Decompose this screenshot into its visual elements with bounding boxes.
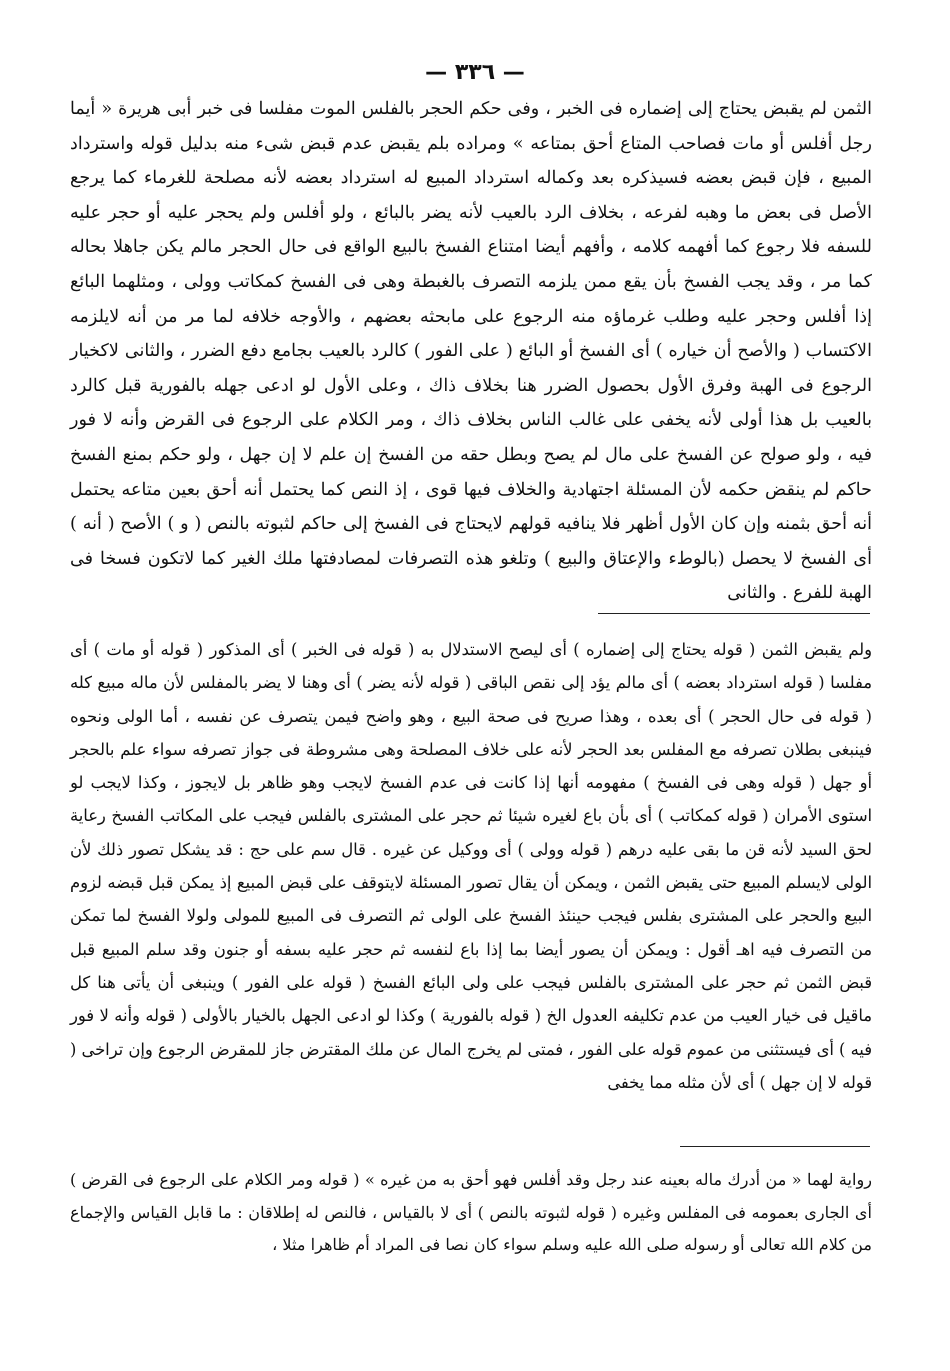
main-text-block: [70, 92, 872, 611]
second-footnote-divider: [680, 1146, 870, 1147]
second-commentary-block: [70, 1164, 872, 1262]
second-commentary-paragraph: رواية لهما « من أدرك ماله بعينه عند رجل وقد أفلس فهو أحق به من غيره » ( قوله ومر الكلام على الرجوع فى القرض ) أى الجارى بعمومه فى المفلس وغيره ( قوله لثبوته بالنص ) أى لا بالقياس ، فالنص له إطلاقان : ما قابل القياس والإجماع من كلام الله تعالى أو رسوله صلى الله عليه وسلم سواء كان نصا فى المراد أم ظاهرا مثلا ،: [70, 1170, 872, 1254]
commentary-paragraph: ولم يقبض الثمن ( قوله يحتاج إلى إضماره ) أى ليصح الاستدلال به ( قوله فى الخبر ) أى المذكور ( قوله أو مات ) أى مفلسا ( قوله استرداد بعضه ) أى مالم يؤد إلى نقص الباقى ( قوله لأنه يضر ) أى وهنا لا يضر بالمفلس لأن ماله مبيع كله ( قوله فى حال الحجر ) أى بعده ، وهذا صريح فى صحة البيع ، وهو واضح فيمن يتصرف عن نفسه ، أما الولى ونحوه فينبغى بطلان تصرفه مع المفلس بعد الحجر لأنه على خلاف المصلحة وهى مشروطة فى جواز تصرفه سواء علم بالحجر أو جهل ( قوله وهى فى الفسخ ) مفهومه أنها إذا كانت فى عدم الفسخ لايجب وهو ظاهر بل لايجوز ، وكذا لايجب لو استوى الأمران ( قوله كمكاتب ) أى بأن باع لغيره شيئا ثم حجر على المشترى بالفلس فيجب على المكاتب الفسخ رعاية لحق السيد لأنه قن ما بقى عليه درهم ( قوله وولى ) أى ووكيل عن غيره . قال سم على حج : قد يشكل تصور ذلك لأن الولى لايسلم المبيع حتى يقبض الثمن ، ويمكن أن يقال تصور المسئلة لايتوقف على قبض المبيع إذ يمكن قبل قبضه لزوم البيع والحجر على المشترى بفلس فيجب حينئذ الفسخ على الولى ثم التصرف فى المبيع للمولى ولولا الفسخ لما تمكن من التصرف فيه اهـ أقول : ويمكن أن يصور أيضا بما إذا باع لنفسه ثم حجر عليه بسفه أو جنون وقد سلم المبيع قبل قبض الثمن ثم حجر على المشترى بالفلس فيجب على ولى البائع الفسخ ( قوله على الفور ) وينبغى أن يأتى هنا كل ماقيل فى خيار العيب من عدم تكليفه العدول الخ ( قوله بالفورية ) وكذا لو ادعى الجهل بالخيار بالأولى ( قوله وأنه لا فور فيه ) أى فيستثنى من عموم قوله على الفور ، فمتى لم يخرج المال عن ملك المقترض جاز للمقرض الرجوع وإن تراخى ( قوله لا إن جهل ) أى لأن مثله مما يخفى: [70, 640, 872, 1092]
footnote-divider: [598, 613, 870, 614]
page-number: — ٣٣٦ —: [425, 60, 525, 85]
main-text-paragraph: الثمن لم يقبض يحتاج إلى إضماره فى الخبر ، وفى حكم الحجر بالفلس الموت مفلسا فى خبر أبى هريرة « أيما رجل أفلس أو مات فصاحب المتاع أحق بمتاعه » ومراده بلم يقبض عدم قبض شىء منه بدليل قوله واسترداد المبيع ، فإن قبض بعضه فسيذكره بعد وكماله استرداد المبيع له استرداد بعضه لأنه مصلحة للغرماء كما يرجع الأصل فى بعض ما وهبه لفرعه ، بخلاف الرد بالعيب لأنه يضر بالبائع ، ولو أفلس ولم يحجر عليه أو حجر عليه للسفه فلا رجوع كما أفهمه كلامه ، وأفهم أيضا امتناع الفسخ بالبيع الواقع فى حال الحجر مالم يكن جاهلا بحاله كما مر ، وقد يجب الفسخ بأن يقع ممن يلزمه التصرف بالغبطة وهى فى الفسخ كمكاتب وولى ، ومثلهما البائع إذا أفلس وحجر عليه وطلب غرماؤه منه الرجوع على مابحثه بعضهم ، والأوجه خلافه لما مر من أنه لايلزمه الاكتساب ( والأصح أن خياره ) أى الفسخ أو البائع ( على الفور ) كالرد بالعيب بجامع دفع الضرر ، والثانى لاكخيار الرجوع فى الهبة وفرق الأول بحصول الضرر هنا بخلاف ذاك ، وعلى الأول لو ادعى جهله بالفورية قبل كالرد بالعيب بل هذا أولى لأنه يخفى على غالب الناس بخلاف ذاك ، ومر الكلام على الرجوع فى القرض وأنه لا فور فيه ، ولو صولح عن الفسخ على مال لم يصح وبطل حقه من الفسخ إن علم لا إن جهل ، ولو حكم بمنع الفسخ حاكم لم ينقض حكمه لأن المسئلة اجتهادية والخلاف فيها قوى ، إذ النص كما يحتمل أنه أحق بعين متاعه يحتمل أنه أحق بثمنه وإن كان الأول أظهر فلا ينافيه قولهم لايحتاج فى الفسخ إلى حاكم لثبوته بالنص ( و ) الأصح ( أنه ) أى الفسخ لا يحصل (بالوطء والإعتاق والبيع ) وتلغو هذه التصرفات لمصادفتها ملك الغير كما لاتكون فسخا فى الهبة للفرع . والثانى: [70, 99, 873, 604]
commentary-block: [70, 633, 872, 1099]
